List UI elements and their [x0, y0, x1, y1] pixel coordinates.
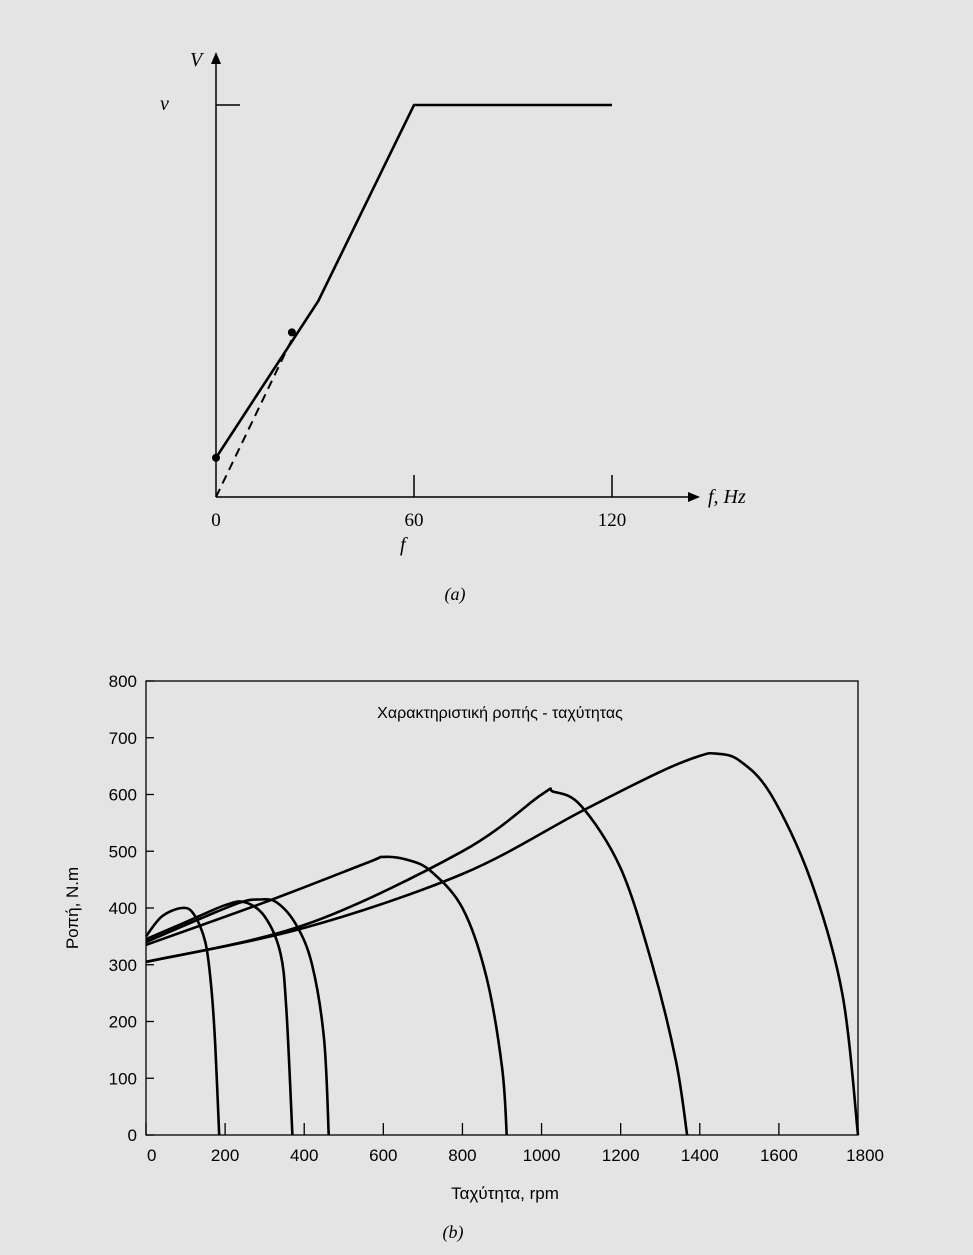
- torque-x-label: Ταχύτητα, rpm: [451, 1184, 559, 1203]
- torque-x-tick-label: 1800: [846, 1146, 884, 1165]
- vf-x-label: f, Hz: [708, 486, 746, 508]
- vf-series-solid: [216, 105, 612, 458]
- vf-x-tick-label: 120: [597, 510, 627, 531]
- torque-x-tick-label: 0: [147, 1146, 157, 1165]
- vf-marker: [288, 328, 296, 336]
- torque-y-tick-label: 300: [108, 955, 137, 975]
- torque-x-tick-label: 400: [290, 1146, 319, 1165]
- torque-y-tick-label: 700: [108, 728, 137, 748]
- vf-series-group: [212, 105, 612, 497]
- torque-caption: (b): [442, 1222, 464, 1242]
- vf-y-mark-label: v: [160, 93, 169, 115]
- torque-ticks: [109, 672, 884, 1165]
- torque-y-tick-label: 100: [108, 1069, 137, 1089]
- torque-y-tick-label: 400: [108, 899, 137, 918]
- vf-x-axis-arrow: [688, 492, 700, 502]
- vf-y-label: V: [190, 49, 203, 71]
- vf-chart: [160, 49, 746, 605]
- vf-caption: (a): [444, 584, 466, 604]
- vf-x-mark-label: f: [400, 534, 406, 556]
- torque-x-tick-label: 1400: [680, 1146, 719, 1165]
- torque-y-tick-label: 800: [108, 672, 137, 691]
- torque-y-tick-label: 600: [108, 785, 137, 805]
- torque-y-tick-label: 0: [127, 1126, 137, 1145]
- torque-chart-title: Χαρακτηριστική ροπής - ταχύτητας: [377, 705, 623, 722]
- torque-x-tick-label: 1600: [759, 1146, 798, 1165]
- torque-y-tick-label: 500: [108, 842, 137, 862]
- vf-x-tick-label: 0: [211, 510, 221, 531]
- torque-y-label: Ροπή, N.m: [63, 866, 82, 950]
- torque-series-group: [146, 753, 858, 1135]
- torque-speed-chart: [63, 672, 884, 1243]
- vf-series-dashed: [216, 332, 295, 497]
- vf-y-axis-arrow: [211, 52, 221, 64]
- vf-x-tick-label: 60: [404, 510, 424, 531]
- vf-x-ticks: [211, 475, 626, 531]
- torque-y-tick-label: 200: [108, 1012, 137, 1032]
- torque-x-tick-label: 1200: [601, 1146, 640, 1165]
- torque-x-tick-label: 600: [369, 1146, 398, 1165]
- vf-marker: [212, 454, 220, 462]
- torque-series-5: [146, 789, 687, 1135]
- torque-x-tick-label: 200: [210, 1146, 240, 1165]
- torque-x-tick-label: 1000: [522, 1146, 561, 1165]
- torque-x-tick-label: 800: [448, 1146, 477, 1165]
